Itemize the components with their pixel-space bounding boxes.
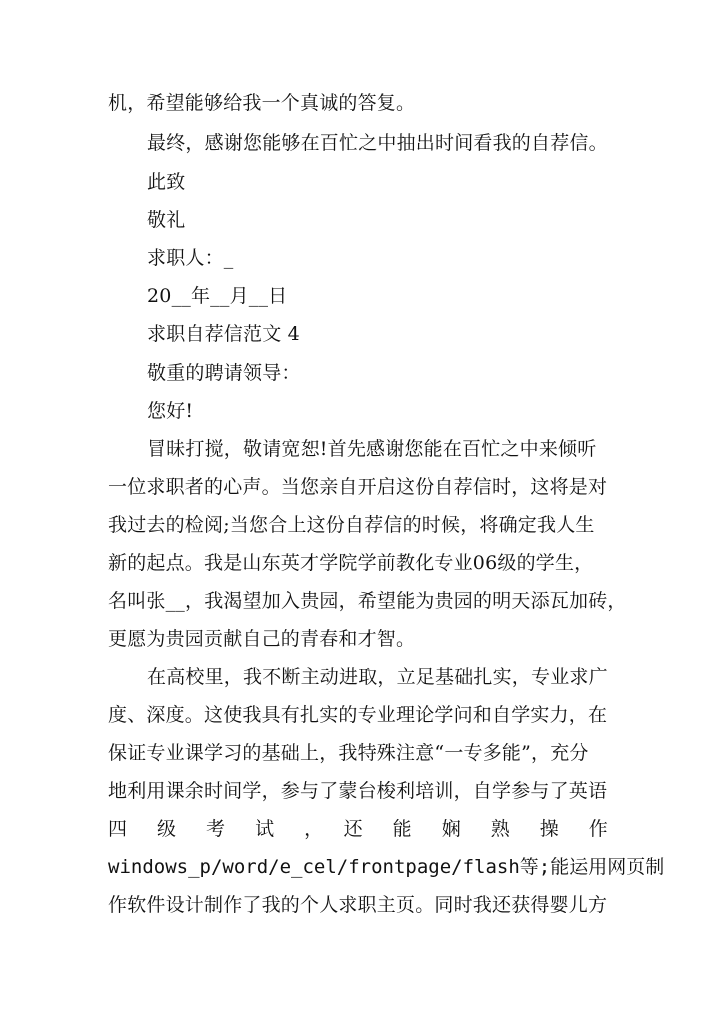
paragraph-2-line-6: windows_p/word/e_cel/frontpage/flash等;能运用网页制 (108, 856, 665, 878)
section-title: 求职自荐信范文 4 (147, 323, 300, 345)
paragraph-2-line-3: 保证专业课学习的基础上，我特殊注意“一专多能”，充分 (108, 742, 589, 764)
paragraph-2-line-7: 作软件设计制作了我的个人求职主页。同时我还获得婴儿方 (108, 894, 608, 916)
closing-salutation: 此致 (147, 171, 186, 193)
text-line-1: 机，希望能够给我一个真诚的答复。 (108, 92, 416, 114)
paragraph-1-line-3: 我过去的检阅;当您合上这份自荐信的时候，将确定我人生 (108, 514, 595, 536)
paragraph-2-line-1: 在高校里，我不断主动进取，立足基础扎实，专业求广 (147, 666, 608, 688)
greeting-addressee: 敬重的聘请领导： (147, 362, 301, 384)
paragraph-2-line-2: 度、深度。这使我具有扎实的专业理论学问和自学实力，在 (108, 704, 608, 726)
paragraph-2-line-5: 四 级 考 试 ， 还 能 娴 熟 操 作 (108, 818, 608, 840)
paragraph-1-line-1: 冒昧打搅，敬请宽恕!首先感谢您能在百忙之中来倾听 (147, 438, 597, 460)
paragraph-1-line-2: 一位求职者的心声。当您亲自开启这份自荐信时，这将是对 (108, 476, 608, 498)
closing-regards: 敬礼 (147, 209, 186, 231)
greeting: 您好! (147, 400, 194, 422)
paragraph-1-line-6: 更愿为贵园贡献自己的青春和才智。 (108, 628, 416, 650)
paragraph-1-line-4: 新的起点。我是山东英才学院学前教化专业06级的学生， (108, 552, 594, 574)
date-line: 20__年__月__日 (147, 285, 288, 307)
paragraph-2-line-4: 地利用课余时间学，参与了蒙台梭利培训，自学参与了英语 (108, 780, 608, 802)
paragraph-1-line-5: 名叫张__，我渴望加入贵园，希望能为贵园的明天添瓦加砖， (108, 590, 627, 612)
applicant-signature-line: 求职人：_ (147, 247, 234, 269)
text-line-2: 最终，感谢您能够在百忙之中抽出时间看我的自荐信。 (147, 132, 608, 154)
